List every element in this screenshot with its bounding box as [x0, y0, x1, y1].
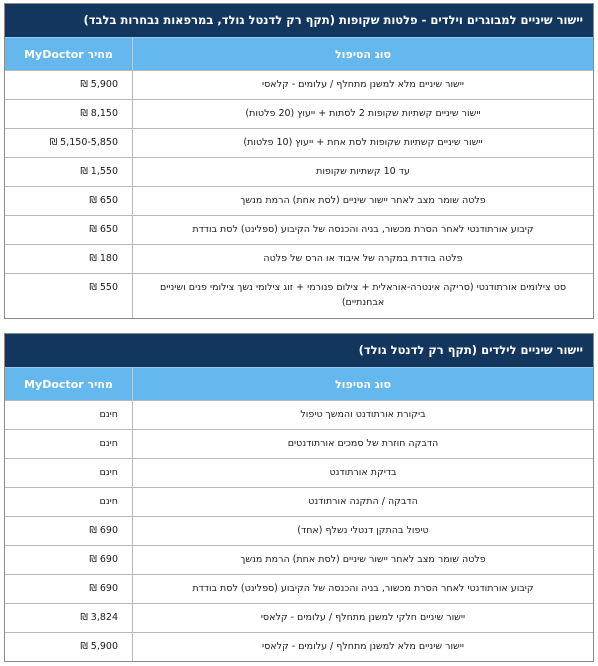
treatment-cell: קיבוע אורתודנטי לאחר הסרת מכשור, בניה והכנסה של הקיבוע (ספלינט) לסת בודדת [132, 216, 593, 244]
price-cell: ₪ 650 [89, 195, 118, 206]
price-cell: ₪ 5,150-5,850 [49, 137, 118, 148]
table-row [5, 632, 593, 661]
table-row [5, 487, 593, 516]
treatment-cell: פלטה שומר מצב לאחר יישור שיניים (לסת אחת) הרמת מנשך [132, 546, 593, 574]
treatment-cell: יישור שיניים מלא למשנן מתחלף / עלומים - קלאסי [132, 71, 593, 99]
kids-col-treatment: סוג הטיפול [132, 368, 593, 400]
price-cell: ₪ 180 [89, 253, 118, 264]
table-row [5, 157, 593, 186]
price-cell: ₪ 690 [89, 525, 118, 536]
price-cell: חינם [99, 496, 118, 507]
price-cell: ₪ 5,900 [80, 641, 118, 652]
treatment-cell: פלטה שומר מצב לאחר יישור שיניים (לסת אחת) הרמת מנשך [132, 187, 593, 215]
price-cell: ₪ 650 [89, 224, 118, 235]
kids-section-title: יישור שיניים לילדים (תקף רק לדנטל גולד) [5, 334, 593, 367]
adults-rows [5, 70, 593, 318]
price-cell: ₪ 550 [89, 282, 118, 293]
adults-section-title: יישור שיניים למבוגרים וילדים - פלטות שקופות (תקף רק לדנטל גולד, במרפאות נבחרות בלבד) [5, 4, 593, 37]
table-row [5, 429, 593, 458]
adults-pricing-table [4, 3, 594, 319]
treatment-cell: פלטה בודדת במקרה של איבוד או הרס של פלטה [132, 245, 593, 273]
table-row [5, 244, 593, 273]
treatment-cell: ביקורת אורתודנט והמשך טיפול [132, 401, 593, 429]
treatment-cell: עד 10 קשתיות שקופות [132, 158, 593, 186]
price-cell: חינם [99, 438, 118, 449]
table-row [5, 603, 593, 632]
table-row [5, 574, 593, 603]
table-row [5, 99, 593, 128]
kids-pricing-table [4, 333, 594, 662]
table-row [5, 400, 593, 429]
table-row [5, 516, 593, 545]
adults-header-row [5, 37, 593, 70]
table-row [5, 458, 593, 487]
price-cell: חינם [99, 467, 118, 478]
treatment-cell: טיפול בהתקן דנטלי נשלף (אחד) [132, 517, 593, 545]
treatment-cell: יישור שיניים חלקי למשנן מתחלף / עלומים - קלאסי [132, 604, 593, 632]
price-cell: ₪ 8,150 [80, 108, 118, 119]
treatment-cell: הדבקה חוזרת של סמכים אורתודנטים [132, 430, 593, 458]
table-row [5, 186, 593, 215]
table-row [5, 215, 593, 244]
price-cell: ₪ 690 [89, 583, 118, 594]
adults-col-price: מחיר MyDoctor [24, 47, 113, 61]
treatment-cell: יישור שיניים מלא למשנן מתחלף / עלומים - קלאסי [132, 633, 593, 661]
treatment-cell: קיבוע אורתודנטי לאחר הסרת מכשור, בניה והכנסה של הקיבוע (ספלינט) לסת בודדת [132, 575, 593, 603]
treatment-cell: הדבקה / התקנה אורתודנט [132, 488, 593, 516]
kids-rows [5, 400, 593, 661]
table-row [5, 545, 593, 574]
treatment-cell: יישור שיניים קשתיות שקופות לסת אחת + ייעוץ (10 פלטות) [132, 129, 593, 157]
price-cell: ₪ 690 [89, 554, 118, 565]
adults-col-treatment: סוג הטיפול [132, 38, 593, 70]
table-row [5, 70, 593, 99]
price-cell: ₪ 1,550 [80, 166, 118, 177]
table-row [5, 273, 593, 318]
price-cell: חינם [99, 409, 118, 420]
treatment-cell: יישור שיניים קשתיות שקופות 2 לסתות + ייעוץ (20 פלטות) [132, 100, 593, 128]
kids-header-row [5, 367, 593, 400]
treatment-cell: בדיקת אורתודנט [132, 459, 593, 487]
table-row [5, 128, 593, 157]
price-cell: ₪ 3,824 [80, 612, 118, 623]
price-cell: ₪ 5,900 [80, 79, 118, 90]
kids-col-price: מחיר MyDoctor [24, 377, 113, 391]
treatment-cell: סט צילומים אורתודנטי (סריקה אינטרה-אוראלית + צילום פנורמי + זוג צילומי נשך צילומי פנים ושיניים אבחנתיים) [132, 274, 593, 318]
